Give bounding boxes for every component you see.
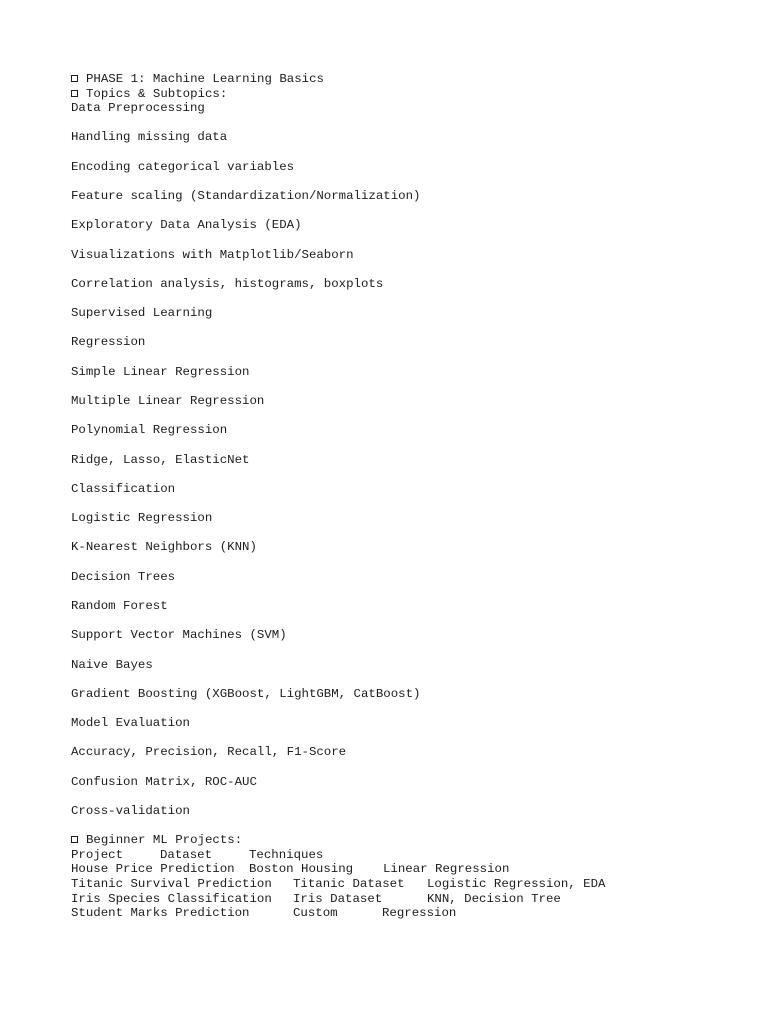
spacer — [71, 819, 751, 834]
spacer — [71, 672, 751, 687]
checkbox-glyph-icon — [71, 836, 78, 843]
project-dataset: Boston Housing — [249, 862, 354, 877]
topic-item: Handling missing data — [71, 130, 228, 145]
spacer — [71, 174, 751, 189]
table-row — [71, 906, 751, 921]
spacer — [71, 350, 751, 365]
spacer — [71, 789, 751, 804]
document-body — [71, 72, 751, 921]
topic-item: Polynomial Regression — [71, 423, 228, 438]
topic-item: Classification — [71, 481, 176, 496]
spacer — [71, 701, 751, 716]
spacer — [71, 204, 751, 219]
topic-list — [71, 101, 751, 818]
topic-item: Cross-validation — [71, 803, 190, 818]
topic-item: Model Evaluation — [71, 716, 190, 731]
projects-heading — [71, 833, 751, 848]
project-techniques: Linear Regression — [383, 862, 510, 877]
spacer — [71, 555, 751, 570]
topic-item: Data Preprocessing — [71, 101, 205, 116]
topic-item: Decision Trees — [71, 569, 176, 584]
spacer — [71, 379, 751, 394]
spacer — [71, 760, 751, 775]
topics-title: Topics & Subtopics: — [86, 86, 228, 101]
topic-item: Exploratory Data Analysis (EDA) — [71, 218, 302, 233]
spacer — [71, 731, 751, 746]
header-project: Project — [71, 847, 124, 862]
projects-title: Beginner ML Projects: — [86, 833, 243, 848]
spacer — [71, 321, 751, 336]
project-techniques: Regression — [382, 906, 457, 921]
spacer — [71, 614, 751, 629]
spacer — [71, 409, 751, 424]
table-row — [71, 877, 751, 892]
spacer — [71, 233, 751, 248]
topic-item: Supervised Learning — [71, 306, 213, 321]
topic-item: Ridge, Lasso, ElasticNet — [71, 452, 250, 467]
project-techniques: Logistic Regression, EDA — [427, 877, 606, 891]
project-dataset: Custom — [293, 906, 338, 921]
topics-heading — [71, 87, 751, 102]
spacer — [71, 584, 751, 599]
project-name: House Price Prediction — [71, 862, 235, 877]
topic-item: Gradient Boosting (XGBoost, LightGBM, CatBoost) — [71, 686, 421, 701]
phase-title: PHASE 1: Machine Learning Basics — [86, 72, 324, 86]
topic-item: Naive Bayes — [71, 657, 153, 672]
spacer — [71, 262, 751, 277]
spacer — [71, 145, 751, 160]
project-dataset: Titanic Dataset — [293, 877, 405, 891]
spacer — [71, 438, 751, 453]
topic-item: Multiple Linear Regression — [71, 394, 265, 408]
spacer — [71, 643, 751, 658]
topic-item: Visualizations with Matplotlib/Seaborn — [71, 247, 354, 262]
topic-item: Confusion Matrix, ROC-AUC — [71, 774, 257, 789]
topic-item: Accuracy, Precision, Recall, F1-Score — [71, 745, 347, 760]
spacer — [71, 116, 751, 131]
spacer — [71, 291, 751, 306]
topic-item: Random Forest — [71, 598, 168, 613]
topic-item: Feature scaling (Standardization/Normalization) — [71, 189, 421, 204]
spacer — [71, 526, 751, 541]
topic-item: Logistic Regression — [71, 511, 213, 526]
topic-item: Regression — [71, 335, 146, 350]
project-techniques: KNN, Decision Tree — [427, 891, 561, 906]
spacer — [71, 467, 751, 482]
project-name: Titanic Survival Prediction — [71, 877, 272, 891]
project-name: Student Marks Prediction — [71, 906, 250, 921]
topic-item: Correlation analysis, histograms, boxplots — [71, 276, 384, 291]
checkbox-glyph-icon — [71, 75, 78, 82]
phase-heading — [71, 72, 751, 87]
projects-header-row — [71, 848, 751, 863]
table-row — [71, 862, 751, 877]
table-row — [71, 892, 751, 907]
topic-item: Simple Linear Regression — [71, 364, 250, 379]
topic-item: Encoding categorical variables — [71, 159, 295, 174]
header-techniques: Techniques — [249, 847, 324, 862]
spacer — [71, 496, 751, 511]
project-name: Iris Species Classification — [71, 891, 272, 906]
topic-item: K-Nearest Neighbors (KNN) — [71, 540, 257, 555]
header-dataset: Dataset — [160, 847, 213, 862]
topic-item: Support Vector Machines (SVM) — [71, 628, 287, 643]
checkbox-glyph-icon — [71, 90, 78, 97]
project-dataset: Iris Dataset — [293, 891, 383, 906]
